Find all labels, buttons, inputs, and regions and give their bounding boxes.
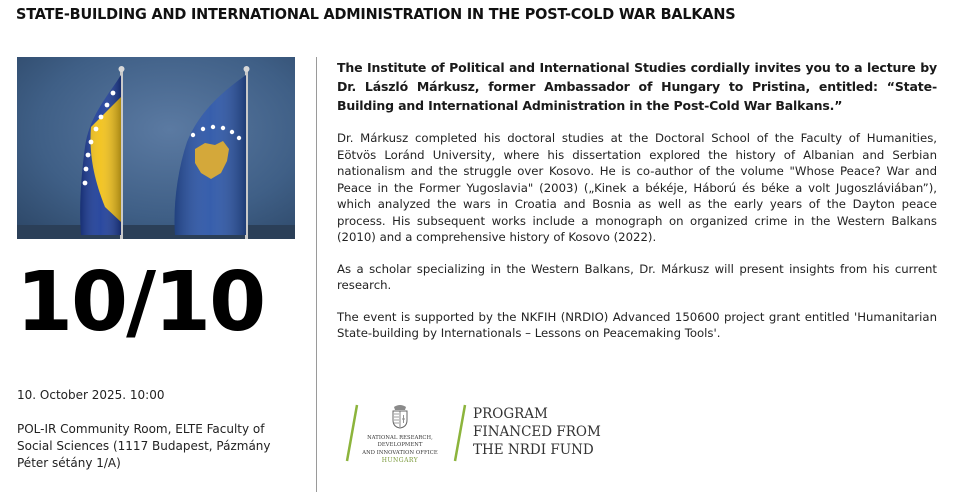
- column-divider: [316, 57, 317, 492]
- green-slash-icon-2: [445, 403, 475, 463]
- event-date-big: 10/10: [16, 255, 265, 350]
- flags-illustration: [17, 57, 295, 239]
- nrdi-funding-logo: [337, 403, 607, 469]
- program-line-3: THE NRDI FUND: [473, 442, 594, 458]
- speaker-bio: Dr. Márkusz completed his doctoral studies at the Doctoral School of the Faculty of Humanities, Eötvös Loránd University, where his dissertation explored the history of Albanian and Serbian nationalism and the struggle over Kosovo. He is co-author of the volume "Whose Peace? War and Peace in the Former Yugoslavia" (2003) („Kinek a békéje, Háború és béke a volt Jugoszláviában”), which analyzed the wars in Croatia and Bosnia as well as the early years of the Dayton peace process. His subsequent works include a monograph on organized crime in the Western Balkans (2010) and a comprehensive history of Kosovo (2022).: [337, 131, 937, 244]
- event-description: [337, 58, 937, 357]
- office-name-line1: NATIONAL RESEARCH, DEVELOPMENT: [367, 435, 433, 448]
- flags-photo: [17, 57, 295, 239]
- nrdi-office-block: [355, 403, 445, 464]
- program-financed-text: [473, 405, 601, 459]
- event-location: POL-IR Community Room, ELTE Faculty of Social Sciences (1117 Budapest, Pázmány Péter sétány 1/A): [17, 422, 271, 470]
- program-line-2: FINANCED FROM: [473, 424, 601, 440]
- event-datetime: 10. October 2025. 10:00: [17, 388, 165, 402]
- program-line-1: PROGRAM: [473, 406, 548, 422]
- office-country: HUNGARY: [381, 456, 419, 464]
- office-name-line2: AND INNOVATION OFFICE: [362, 450, 438, 456]
- hungarian-coat-of-arms-icon: [390, 403, 410, 429]
- lecture-summary: As a scholar specializing in the Western Balkans, Dr. Márkusz will present insights from his current research.: [337, 261, 937, 292]
- invitation-intro: The Institute of Political and International Studies cordially invites you to a lecture by Dr. László Márkusz, former Ambassador of Hungary to Pristina, entitled: “State-Building and International Administration in the Post-Cold War Balkans.”: [337, 60, 937, 113]
- page-title: STATE-BUILDING AND INTERNATIONAL ADMINISTRATION IN THE POST-COLD WAR BALKANS: [16, 5, 736, 23]
- funding-note: The event is supported by the NKFIH (NRDIO) Advanced 150600 project grant entitled 'Humanitarian State-building by Internationals – Lessons on Peacemaking Tools'.: [337, 309, 937, 340]
